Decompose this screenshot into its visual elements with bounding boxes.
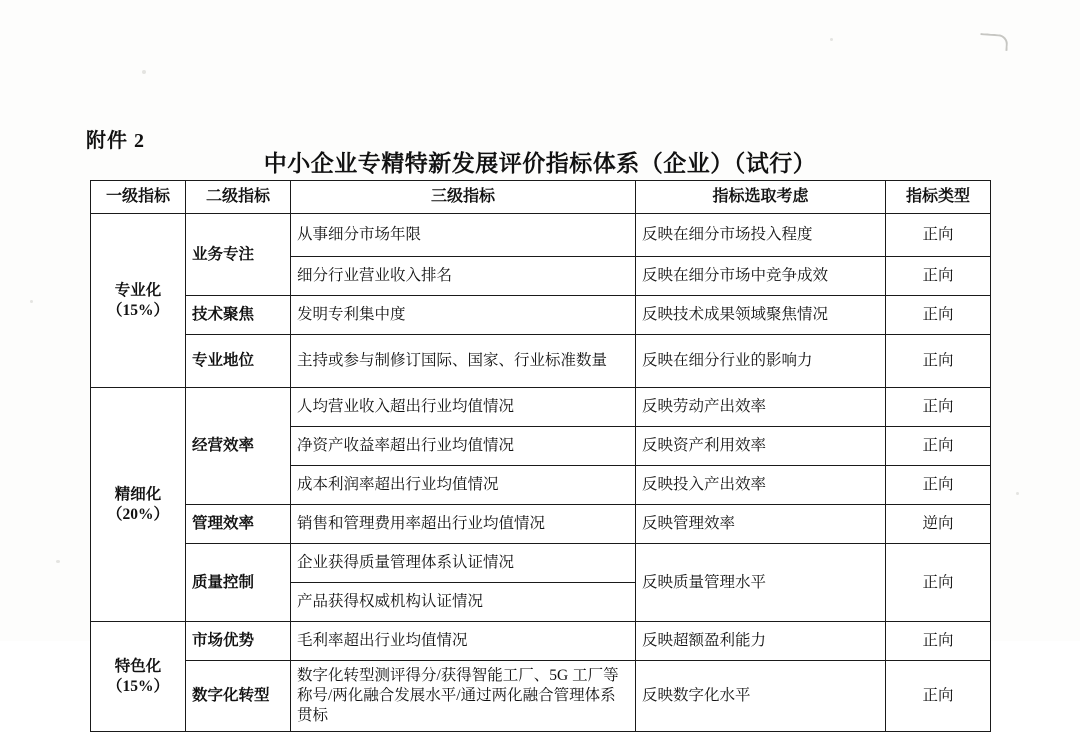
type-cell: 正向	[886, 544, 991, 622]
level1-weight: （20%）	[106, 505, 169, 523]
table-row	[91, 661, 991, 732]
type-cell: 正向	[886, 622, 991, 661]
column-header-type: 指标类型	[886, 181, 991, 214]
level1-weight: （15%）	[106, 301, 169, 319]
level3-cell: 产品获得权威机构认证情况	[291, 583, 636, 622]
level3-cell: 人均营业收入超出行业均值情况	[291, 388, 636, 427]
consideration-cell: 反映在细分市场投入程度	[636, 214, 886, 257]
table-header-row	[91, 181, 991, 214]
table-row	[91, 335, 991, 388]
scan-speck	[56, 560, 60, 563]
table-row	[91, 544, 991, 583]
level1-name: 特色化	[114, 657, 162, 675]
attachment-label: 附件 2	[86, 130, 145, 152]
level1-name: 精细化	[114, 485, 162, 503]
type-cell: 正向	[886, 257, 991, 296]
level3-cell: 主持或参与制修订国际、国家、行业标准数量	[291, 335, 636, 388]
level2-cell: 专业地位	[186, 335, 291, 388]
table-row	[91, 214, 991, 257]
level1-cell-specialization	[91, 214, 186, 388]
type-cell: 正向	[886, 466, 991, 505]
level2-cell: 质量控制	[186, 544, 291, 622]
column-header-consideration: 指标选取考虑	[636, 181, 886, 214]
consideration-cell: 反映资产利用效率	[636, 427, 886, 466]
level3-cell: 毛利率超出行业均值情况	[291, 622, 636, 661]
column-header-level2: 二级指标	[186, 181, 291, 214]
consideration-cell: 反映质量管理水平	[636, 544, 886, 622]
level3-cell: 从事细分市场年限	[291, 214, 636, 257]
consideration-cell: 反映技术成果领域聚焦情况	[636, 296, 886, 335]
consideration-cell: 反映在细分行业的影响力	[636, 335, 886, 388]
table-row	[91, 622, 991, 661]
indicator-table-container	[90, 180, 990, 732]
level3-cell: 净资产收益率超出行业均值情况	[291, 427, 636, 466]
level2-cell: 经营效率	[186, 388, 291, 505]
type-cell: 正向	[886, 388, 991, 427]
column-header-level1: 一级指标	[91, 181, 186, 214]
page-title: 中小企业专精特新发展评价指标体系（企业）（试行）	[263, 151, 817, 176]
scan-speck	[1016, 492, 1019, 495]
type-cell: 逆向	[886, 505, 991, 544]
type-cell: 正向	[886, 661, 991, 732]
page-corner-mark-icon	[979, 33, 1008, 51]
consideration-cell: 反映在细分市场中竞争成效	[636, 257, 886, 296]
consideration-cell: 反映数字化水平	[636, 661, 886, 732]
table-row	[91, 388, 991, 427]
level2-cell: 业务专注	[186, 214, 291, 296]
consideration-cell: 反映管理效率	[636, 505, 886, 544]
level3-cell: 企业获得质量管理体系认证情况	[291, 544, 636, 583]
level2-cell: 管理效率	[186, 505, 291, 544]
column-header-level3: 三级指标	[291, 181, 636, 214]
consideration-cell: 反映劳动产出效率	[636, 388, 886, 427]
scan-speck	[830, 38, 833, 41]
level1-cell-characteristic	[91, 622, 186, 732]
consideration-cell: 反映超额盈利能力	[636, 622, 886, 661]
level2-cell: 数字化转型	[186, 661, 291, 732]
level1-cell-refinement	[91, 388, 186, 622]
level1-name: 专业化	[114, 281, 162, 299]
type-cell: 正向	[886, 296, 991, 335]
level3-cell: 成本利润率超出行业均值情况	[291, 466, 636, 505]
indicator-table	[90, 180, 991, 732]
level3-cell: 数字化转型测评得分/获得智能工厂、5G 工厂等称号/两化融合发展水平/通过两化融合管理体系贯标	[291, 661, 636, 732]
level2-cell: 市场优势	[186, 622, 291, 661]
consideration-cell: 反映投入产出效率	[636, 466, 886, 505]
level2-cell: 技术聚焦	[186, 296, 291, 335]
level3-cell: 销售和管理费用率超出行业均值情况	[291, 505, 636, 544]
level3-cell: 细分行业营业收入排名	[291, 257, 636, 296]
table-row	[91, 505, 991, 544]
type-cell: 正向	[886, 214, 991, 257]
level1-weight: （15%）	[106, 677, 169, 695]
scan-speck	[30, 300, 33, 303]
type-cell: 正向	[886, 335, 991, 388]
table-row	[91, 296, 991, 335]
level3-cell: 发明专利集中度	[291, 296, 636, 335]
type-cell: 正向	[886, 427, 991, 466]
scan-speck	[142, 70, 146, 74]
